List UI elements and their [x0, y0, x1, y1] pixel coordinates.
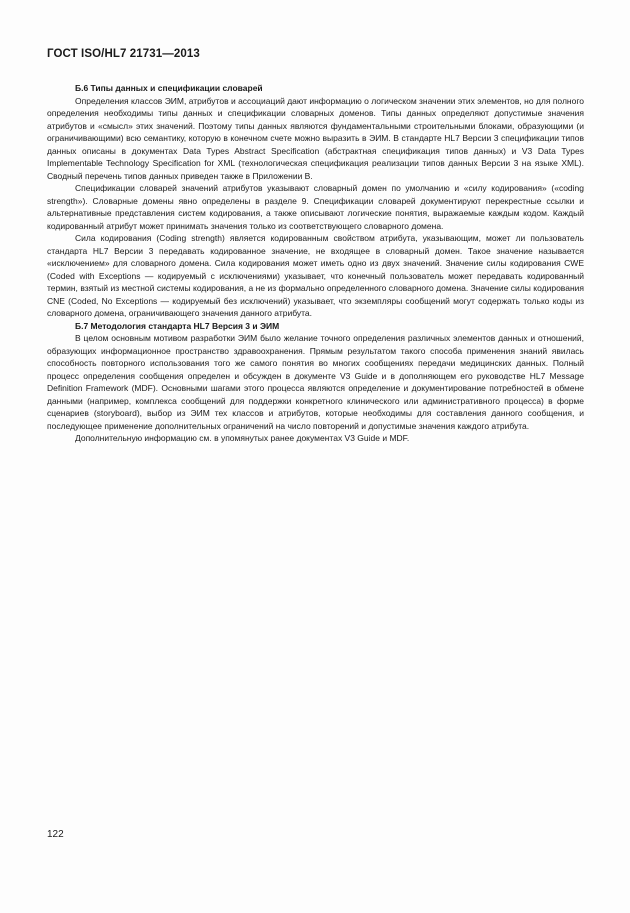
document-header: ГОСТ ISO/HL7 21731—2013 — [47, 48, 200, 60]
paragraph-b6-1: Определения классов ЭИМ, атрибутов и ассоциаций дают информацию о логическом значении этих элементов, но для полного определения необходимы типы данных и спецификации словарных доменов. Типы данных определяют допустимые значения атрибутов и «смысл» этих значений. Поэтому типы данных являются фундаментальными строительными блоками, образующими (и ограничивающими) всю семантику, которую в конечном счете можно выразить в ЭИМ. В стандарте HL7 Версии 3 спецификации типов данных описаны в документах Data Types Abstract Specification (абстрактная спецификация типов данных) и V3 Data Types Implementable Technology Specification for XML (технологическая спецификация реализации типов данных Версии 3 на языке XML). Сводный перечень типов данных приведен также в Приложении В. — [47, 95, 584, 181]
paragraph-b7-2: Дополнительную информацию см. в упомянутых ранее документах V3 Guide и MDF. — [75, 433, 410, 443]
section-heading-b7: Б.7 Методология стандарта HL7 Версия 3 и ЭИМ — [75, 320, 280, 331]
page-number: 122 — [47, 829, 64, 840]
paragraph-b6-3: Сила кодирования (Coding strength) является кодированным свойством атрибута, указывающим, может ли пользователь стандарта HL7 Версии 3 передавать кодированное значение, не входящее в словарный домен. Такое значение называется «исключением» для словарного домена. Сила кодирования может иметь одно из двух значений. Значение силы кодирования CWE (Coded with Exceptions — кодируемый с исключениями) указывает, что конечный пользователь может передавать кодированный термин, взятый из местной системы кодирования, а не из формально определенного словарного домена. Значение силы кодирования CNE (Coded, No Exceptions — кодируемый без исключений) указывает, что экземпляры сообщений могут содержать только коды из словарного домена, ограничивающего значения данного атрибута. — [47, 233, 584, 318]
section-heading-b6: Б.6 Типы данных и спецификации словарей — [75, 83, 263, 93]
paragraph-b6-2: Спецификации словарей значений атрибутов указывают словарный домен по умолчанию и «силу кодирования» («coding strength»). Словарные домены явно определены в разделе 9. Спецификации словарей документируют перекрестные ссылки и альтернативные представления систем кодирования, а также описывают логические понятия, выражаемые каждым кодом. Каждый кодированный атрибут может принимать значения только из соответствующего словарного домена. — [47, 183, 584, 231]
document-body — [47, 82, 584, 445]
paragraph-b7-1: В целом основным мотивом разработки ЭИМ было желание точного определения различных элементов данных и отношений, образующих информационное пространство здравоохранения. Прямым результатом такого способа применения знаний явилась способность повторного использования того же самого понятия во многих сообщениях передачи медицинских данных. Полный процесс определения сообщения определен и обсужден в документе V3 Guide и в дополняющем его руководстве HL7 Message Definition Framework (MDF). Основными шагами этого процесса являются определение и документирование потребностей в обмене данными (например, комплекса сообщений для поддержки конкретного клинического или административного процесса) в форме сценариев (storyboard), выбор из ЭИМ тех классов и атрибутов, которые необходимы для составления данного сообщения, и последующее применение дополнительных ограничений на число повторений и допустимые значения каждого атрибута. — [47, 333, 584, 431]
